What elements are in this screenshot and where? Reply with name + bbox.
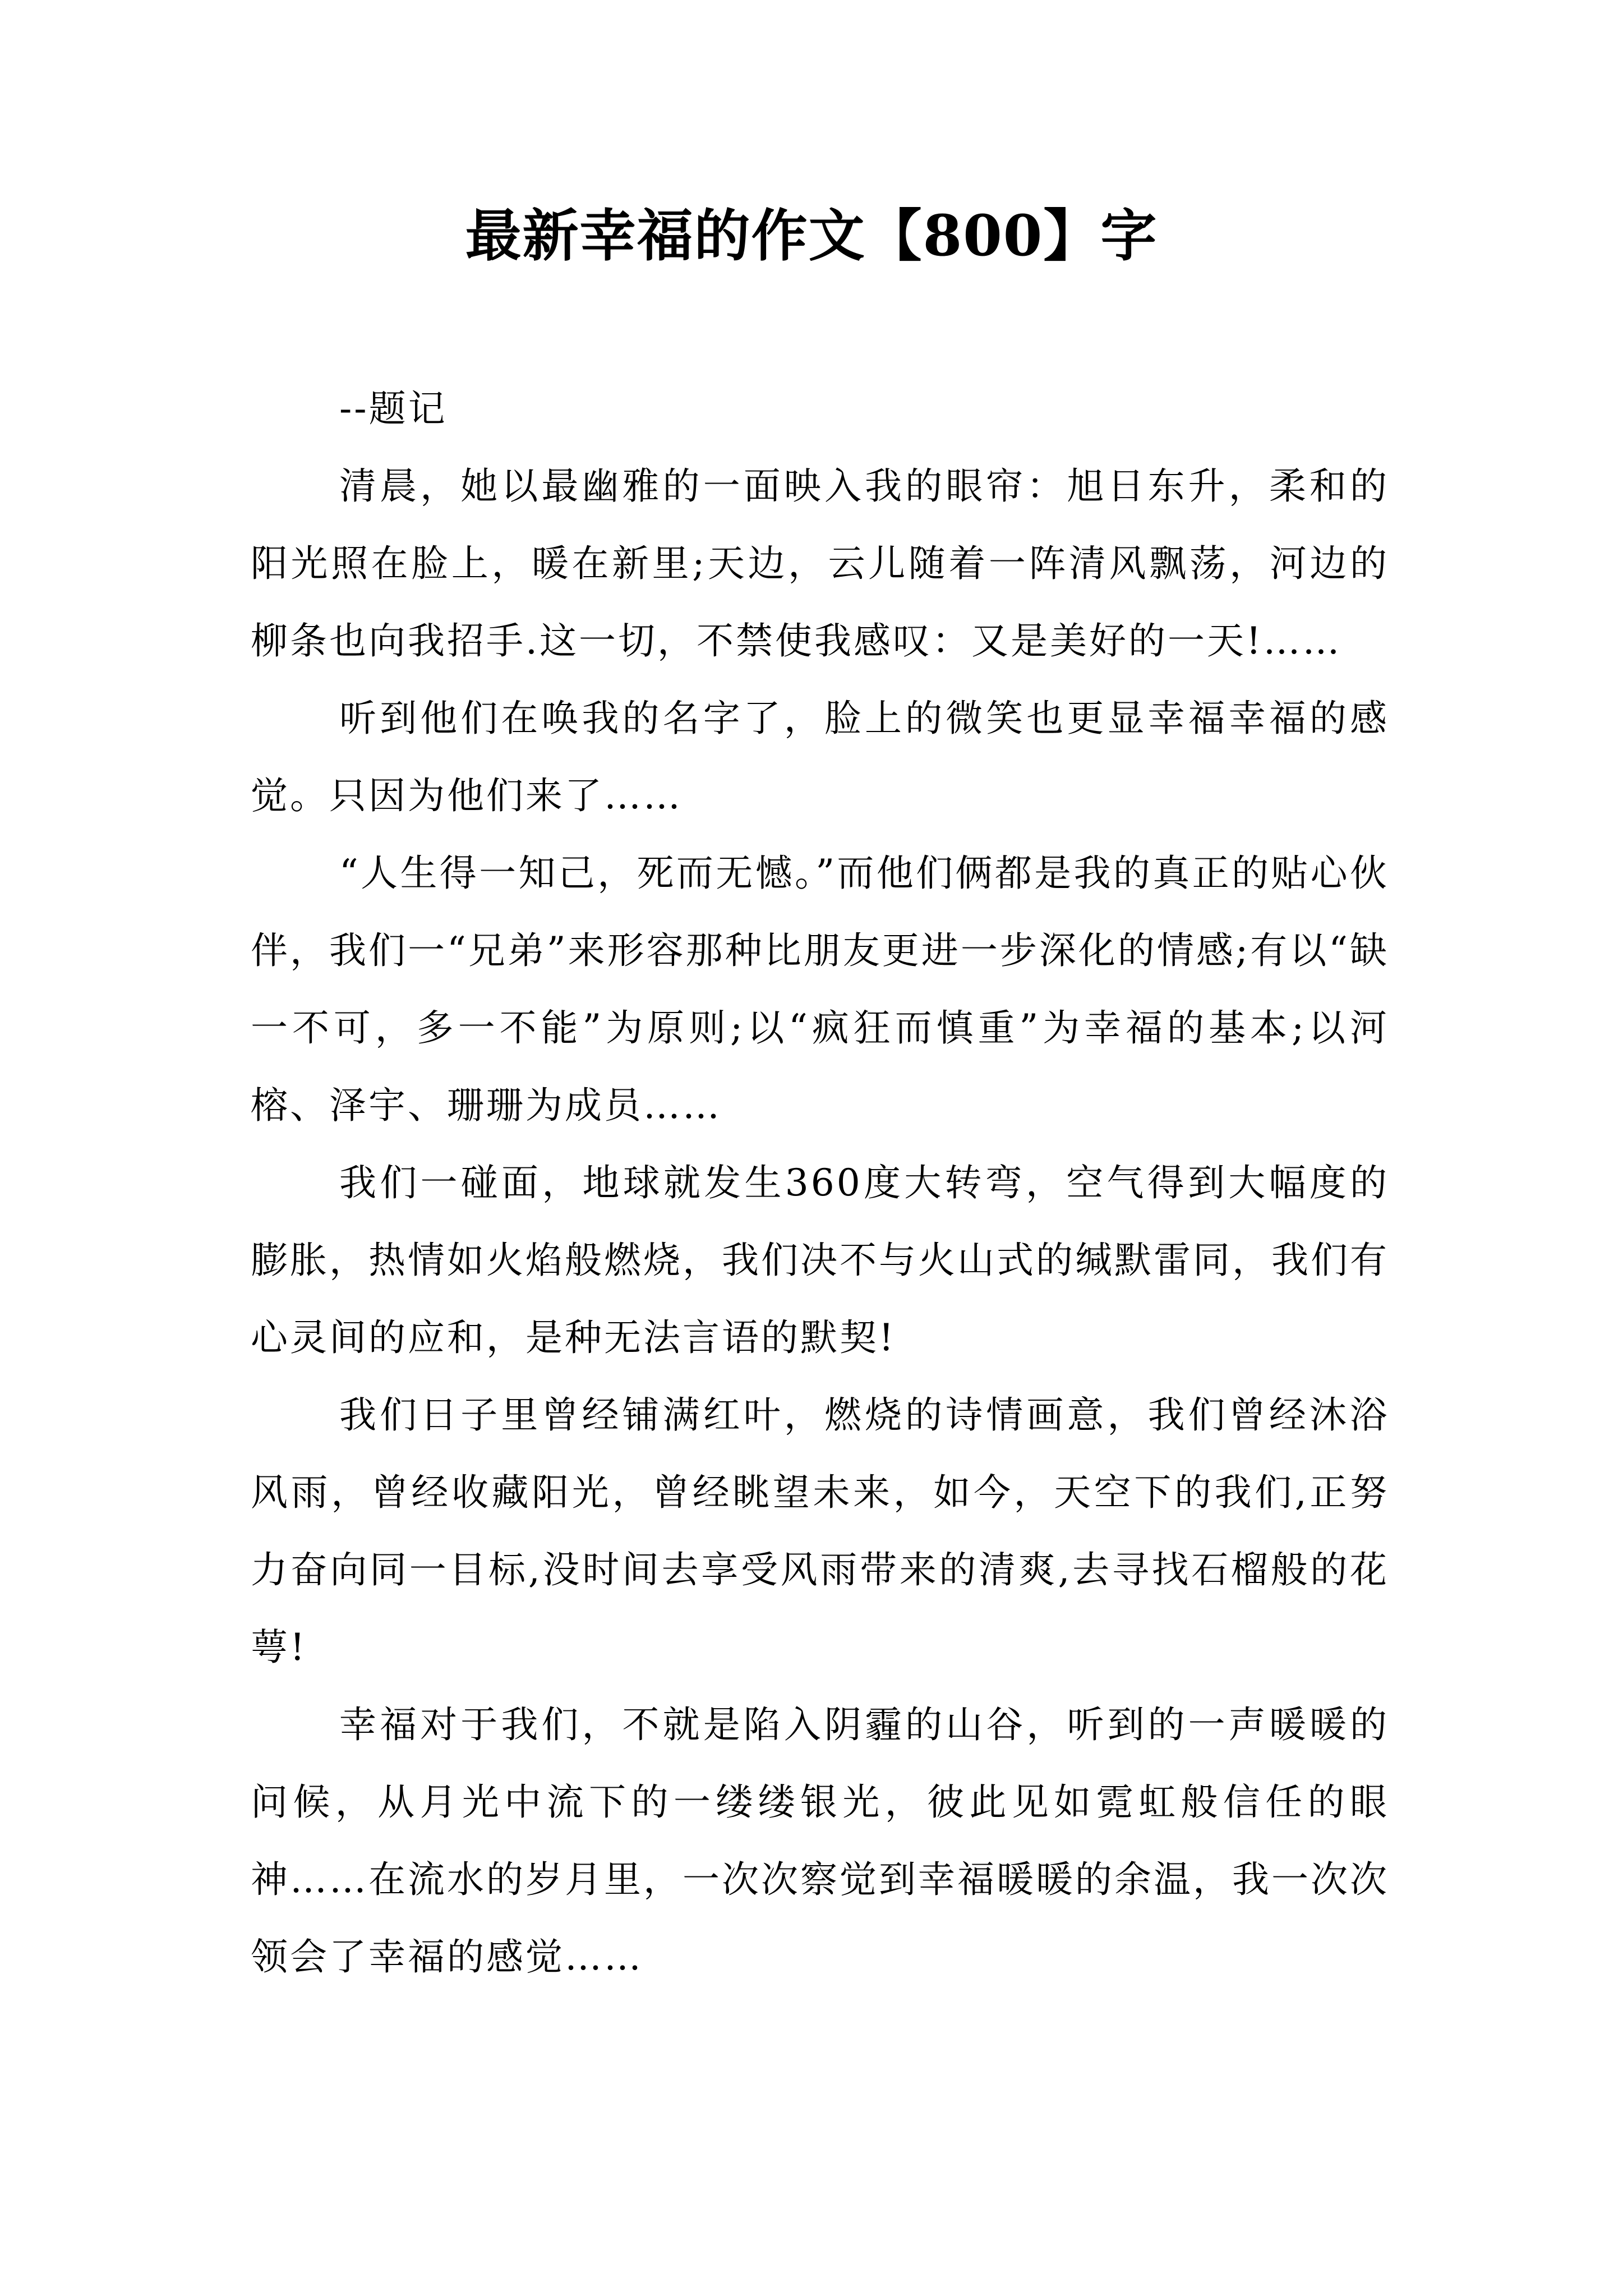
paragraph: 清晨，她以最幽雅的一面映入我的眼帘：旭日东升，柔和的阳光照在脸上，暖在新里;天边，云儿随着一阵清风飘荡，河边的柳条也向我招手.这一切，不禁使我感叹：又是美好的一天!……	[251, 464, 1389, 662]
paragraph: “人生得一知己，死而无憾。”而他们俩都是我的真正的贴心伙伴，我们一“兄弟”来形容那种比朋友更进一步深化的情感;有以“缺一不可，多一不能”为原则;以“疯狂而慎重”为幸福的基本;以河榕、泽宇、珊珊为成员……	[251, 852, 1389, 1127]
paragraph-epigraph: --题记	[339, 387, 448, 430]
paragraph: 我们一碰面，地球就发生360度大转弯，空气得到大幅度的膨胀，热情如火焰般燃烧，我们决不与火山式的缄默雷同，我们有心灵间的应和，是种无法言语的默契!	[251, 1161, 1389, 1359]
document-body	[251, 370, 1389, 1996]
paragraph: 听到他们在唤我的名字了，脸上的微笑也更显幸福幸福的感觉。只因为他们来了……	[251, 697, 1389, 817]
paragraph: 我们日子里曾经铺满红叶，燃烧的诗情画意，我们曾经沐浴风雨，曾经收藏阳光，曾经眺望未来，如今，天空下的我们,正努力奋向同一目标,没时间去享受风雨带来的清爽,去寻找石榴般的花萼!	[251, 1393, 1389, 1669]
document-title: 最新幸福的作文【800】字	[465, 203, 1158, 269]
paragraph: 幸福对于我们，不就是陷入阴霾的山谷，听到的一声暖暖的问候，从月光中流下的一缕缕银光，彼此见如霓虹般信任的眼神……在流水的岁月里，一次次察觉到幸福暖暖的余温，我一次次领会了幸福的感觉……	[251, 1703, 1389, 1978]
